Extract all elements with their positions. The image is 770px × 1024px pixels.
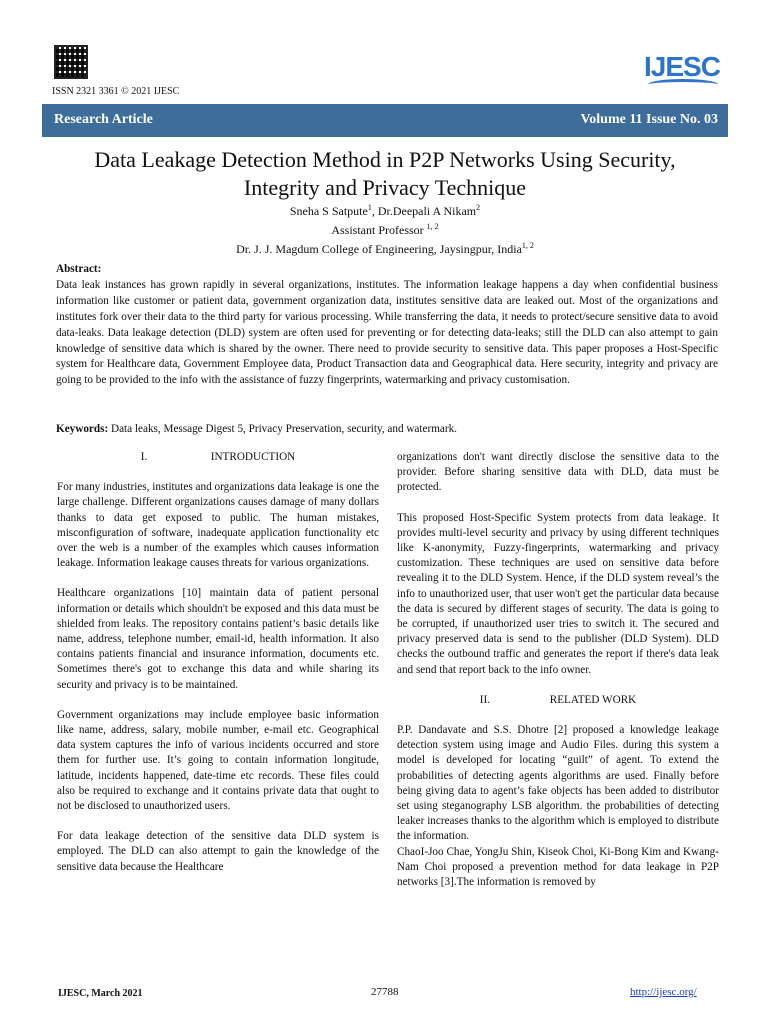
volume-issue: Volume 11 Issue No. 03 xyxy=(580,112,718,127)
paragraph: organizations don't want directly disclose the sensitive data to the provider. Before sharing sensitive data with DLD, data must be protected. xyxy=(397,451,719,494)
right-column xyxy=(397,450,719,890)
section-heading-introduction: I. INTRODUCTION xyxy=(140,451,296,463)
abstract-text: Data leak instances has grown rapidly in several organizations, institutes. The information leakage happens a day when confidential business information like customer or patient data, government organization data, institutes sensitive data are leaked out. Most of the organizations and institutes fork over their data to the third party for various processing. While transferring the data, it needs to protect/secure sensitive data to avoid data-leaks. Data leakage detection (DLD) system are often used for preventing or for detecting data-leaks; still the DLD can also attempt to gain knowledge of sensitive data which is shared by the owner. There need to provide security to sensitive data. This paper proposes a Host-Specific system for Healthcare data, Government Employee data, Product Transaction data and Geographical data. Here security, integrity and privacy are going to be provided to the info with the assistance of fuzzy fingerprints, watermarking and privacy customisation. xyxy=(56,278,718,387)
footer-journal-date: IJESC, March 2021 xyxy=(58,988,143,999)
paragraph: Government organizations may include employee basic information like name, address, salary, mobile number, e-mail etc. Geographical data system captures the info of various incidents occurred and store them for further use. It’s going to contain information longitude, latitude, incidents happened, date-time etc records. These files could also be required to exchange and it contains private data that ought to not be disclosed to unauthorized users. xyxy=(57,708,379,813)
paragraph: This proposed Host-Specific System protects from data leakage. It provides multi-level security and privacy by using different techniques like K-anonymity, Fuzzy-fingerprints, watermarking and privacy customization. These techniques are used on sensitive data before revealing it to the DLD System. Hence, if the DLD system reveal’s the info to unauthorized user, that user won't get the particular data because the data is secured by different stages of security. The data is going to be corrupted, if unauthorized user tries to switch it. The secured and privacy preserved data is send to the publisher (DLD System). DLD checks the outbound traffic and generates the report if there's data leak and send that report back to the info owner. xyxy=(397,511,719,676)
qr-code-icon xyxy=(54,45,88,79)
keywords-text: Data leaks, Message Digest 5, Privacy Preservation, security, and watermark. xyxy=(111,423,457,435)
author-block xyxy=(40,200,730,257)
abstract-label: Abstract: xyxy=(56,263,102,275)
header-bar xyxy=(42,104,728,137)
logo-text: IJESC xyxy=(644,51,720,82)
footer-url-link[interactable]: http://ijesc.org/ xyxy=(630,986,697,998)
abstract xyxy=(56,262,718,389)
paper-title xyxy=(40,146,730,202)
article-type: Research Article xyxy=(54,112,153,127)
paragraph: P.P. Dandavate and S.S. Dhotre [2] proposed a knowledge leakage detection system using image and Audio Files. during this system a model is developed for locating “guilt” of agent. To extend the probabilities of detecting agents algorithms are used. Finally before being giving data to agent’s fake objects has been added to distributor set using steganography LSB algorithm. the probabilities of detecting leaker increases thanks to the algorithm which is employed to distribute the information. xyxy=(397,724,719,843)
section-heading-related-work: II. RELATED WORK xyxy=(479,693,637,706)
logo-arc-icon xyxy=(648,79,718,90)
paragraph: For data leakage detection of the sensitive data DLD system is employed. The DLD can also attempt to gain the knowledge of the sensitive data because the Healthcare xyxy=(57,830,379,873)
author-position: Assistant Professor $^{1, 2}$ xyxy=(331,222,439,237)
paragraph: Healthcare organizations [10] maintain data of patient personal information or details which shouldn't be exposed and this data must be shielded from leaks. The repository contains patient’s basic details like name, address, telephone number, email-id, health information. It also contains patients financial and insurance information, documents etc. Sometimes there's got to exchange this data and while sharing its security and privacy is to be maintained. xyxy=(57,587,379,691)
keywords xyxy=(56,423,718,435)
title-line-2: Integrity and Privacy Technique xyxy=(243,175,527,200)
journal-logo xyxy=(644,51,720,91)
left-column xyxy=(57,450,379,875)
paragraph: ChaoI-Joo Chae, YongJu Shin, Kiseok Choi, Ki-Bong Kim and Kwang-Nam Choi proposed a prevention method for data leakage in P2P networks [3].The information is removed by xyxy=(397,845,719,889)
issn-line: ISSN 2321 3361 © 2021 IJESC xyxy=(52,86,180,97)
keywords-label: Keywords: xyxy=(56,423,109,435)
page-number: 27788 xyxy=(371,986,399,998)
author-affiliation: Dr. J. J. Magdum College of Engineering, Jaysingpur, India$^{1, 2}$ xyxy=(236,241,534,256)
paragraph: For many industries, institutes and organizations data leakage is one the large challenge. Different organizations causes damage of many dollars thanks to data get exposed to public. The human mistakes, misconfiguration of software, inadequate application functionality etc over the web is a number of the examples which causes information leakage. Information leakage causes threats for various organizations. xyxy=(57,481,379,570)
authors: Sneha S Satpute$^1$, Dr.Deepali A Nikam$^2$ xyxy=(289,203,481,218)
title-line-1: Data Leakage Detection Method in P2P Networks Using Security, xyxy=(94,147,676,172)
